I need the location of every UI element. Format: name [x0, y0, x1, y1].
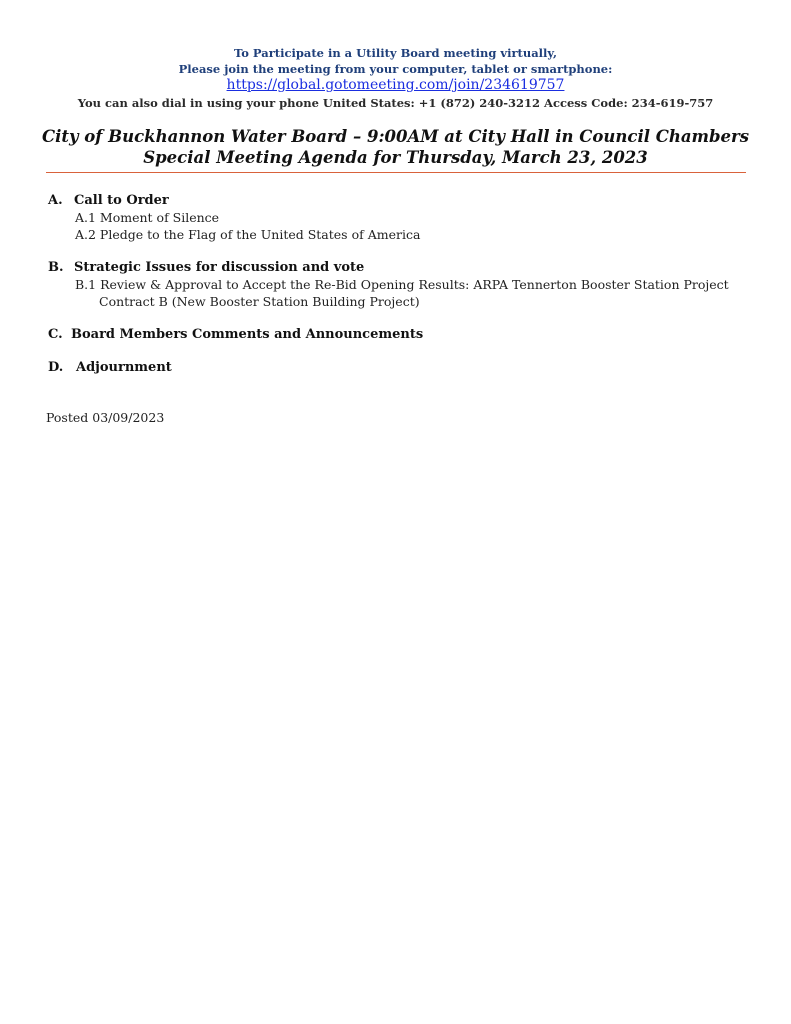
meeting-subtitle: Special Meeting Agenda for Thursday, March 23, 2023	[143, 148, 648, 167]
section-b-letter: B.	[48, 260, 64, 275]
section-d-letter: D.	[48, 360, 64, 375]
section-d-heading: Adjournment	[76, 360, 172, 375]
agenda-item-a1: A.1 Moment of Silence	[75, 210, 220, 225]
board-title: City of Buckhannon Water Board – 9:00AM at City Hall in Council Chambers	[41, 127, 750, 146]
section-c-letter: C.	[48, 327, 63, 342]
section-a-letter: A.	[48, 193, 63, 208]
title-divider	[46, 172, 746, 173]
section-c-heading: Board Members Comments and Announcements	[71, 327, 424, 342]
dial-in-info: You can also dial in using your phone United States: +1 (872) 240-3212 Access Code: 234-619-757	[77, 96, 714, 110]
agenda-item-a2: A.2 Pledge to the Flag of the United States of America	[75, 227, 421, 242]
section-b-heading: Strategic Issues for discussion and vote	[74, 260, 365, 275]
meeting-link[interactable]: https://global.gotomeeting.com/join/234619757	[226, 77, 565, 93]
agenda-item-b1: B.1 Review & Approval to Accept the Re-Bid Opening Results: ARPA Tennerton Booster Station Project	[75, 277, 729, 292]
virtual-participation-notice: To Participate in a Utility Board meeting virtually,	[234, 46, 557, 60]
posted-date: Posted 03/09/2023	[46, 410, 165, 425]
agenda-item-b1-continued: Contract B (New Booster Station Building Project)	[99, 294, 420, 309]
join-instructions: Please join the meeting from your computer, tablet or smartphone:	[178, 62, 613, 76]
section-a-heading: Call to Order	[74, 193, 169, 208]
